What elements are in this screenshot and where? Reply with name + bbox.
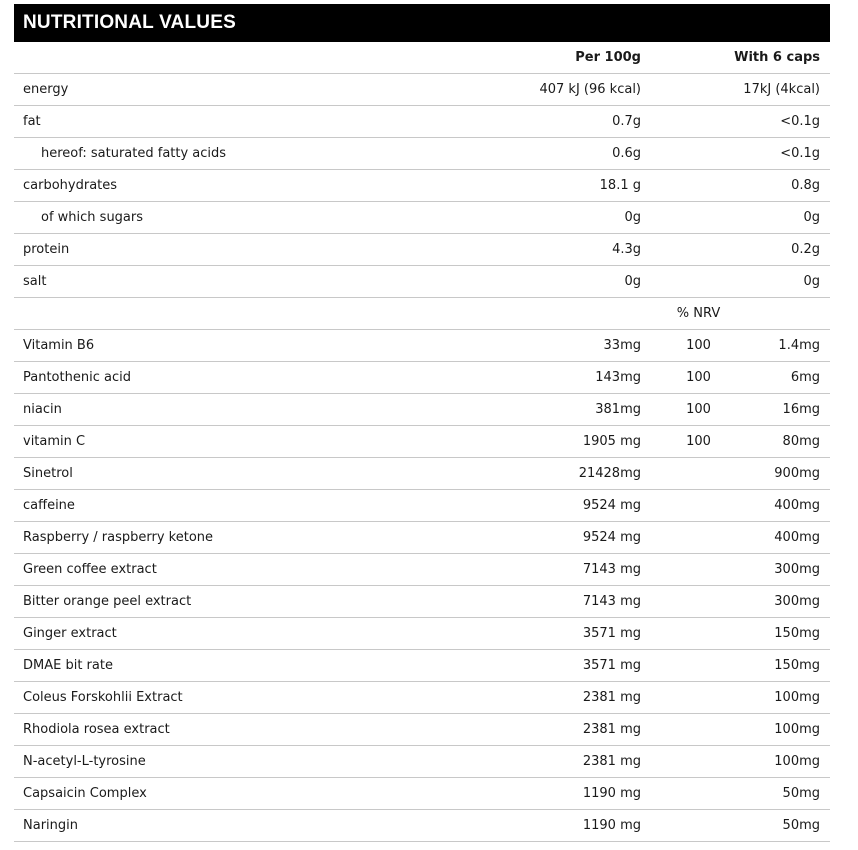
value-per-6-caps: 1.4mg xyxy=(742,330,830,362)
ingredient-name: niacin xyxy=(14,394,477,426)
nrv-percent xyxy=(655,746,742,778)
value-per-6-caps: 0.8g xyxy=(655,170,830,202)
table-row xyxy=(14,714,830,746)
header-caps: With 6 caps xyxy=(655,42,830,74)
nrv-header-spacer xyxy=(14,298,477,330)
value-per-100g: 143mg xyxy=(481,362,651,394)
value-per-100g: 7143 mg xyxy=(481,586,651,618)
value-per-100g: 0g xyxy=(481,202,651,234)
value-per-6-caps: 16mg xyxy=(742,394,830,426)
value-per-6-caps: 0.2g xyxy=(655,234,830,266)
value-per-6-caps: 400mg xyxy=(742,522,830,554)
nrv-header: % NRV xyxy=(655,298,742,330)
value-per-100g: 1190 mg xyxy=(481,778,651,810)
value-per-6-caps: 0g xyxy=(655,266,830,298)
nrv-percent xyxy=(655,554,742,586)
ingredient-name: Vitamin B6 xyxy=(14,330,477,362)
value-per-100g: 18.1 g xyxy=(481,170,651,202)
ingredient-name: Naringin xyxy=(14,810,477,842)
value-per-100g: 33mg xyxy=(481,330,651,362)
ingredient-name: Ginger extract xyxy=(14,618,477,650)
value-per-6-caps: 400mg xyxy=(742,490,830,522)
table-row xyxy=(14,234,830,266)
ingredient-name: Green coffee extract xyxy=(14,554,477,586)
table-row xyxy=(14,330,830,362)
table-row xyxy=(14,746,830,778)
nutrient-name: protein xyxy=(14,234,477,266)
nutrient-name: energy xyxy=(14,74,477,106)
nrv-percent xyxy=(655,714,742,746)
value-per-100g: 0.6g xyxy=(481,138,651,170)
value-per-6-caps: <0.1g xyxy=(655,138,830,170)
ingredient-name: Sinetrol xyxy=(14,458,477,490)
nrv-header-row xyxy=(14,298,830,330)
table-row xyxy=(14,458,830,490)
nutrient-name: fat xyxy=(14,106,477,138)
table-row xyxy=(14,106,830,138)
value-per-6-caps: 150mg xyxy=(742,618,830,650)
table-row xyxy=(14,362,830,394)
nrv-percent xyxy=(655,618,742,650)
ingredient-name: caffeine xyxy=(14,490,477,522)
nrv-percent xyxy=(655,682,742,714)
ingredient-name: N-acetyl-L-tyrosine xyxy=(14,746,477,778)
ingredient-name: Raspberry / raspberry ketone xyxy=(14,522,477,554)
nutrient-name: carbohydrates xyxy=(14,170,477,202)
nrv-percent: 100 xyxy=(655,330,742,362)
ingredient-name: vitamin C xyxy=(14,426,477,458)
nrv-header-spacer xyxy=(481,298,651,330)
value-per-100g: 2381 mg xyxy=(481,714,651,746)
ingredient-name: Coleus Forskohlii Extract xyxy=(14,682,477,714)
value-per-6-caps: 6mg xyxy=(742,362,830,394)
table-row xyxy=(14,810,830,842)
value-per-6-caps: <0.1g xyxy=(655,106,830,138)
value-per-100g: 9524 mg xyxy=(481,522,651,554)
value-per-6-caps: 100mg xyxy=(742,714,830,746)
nrv-percent xyxy=(655,490,742,522)
value-per-100g: 7143 mg xyxy=(481,554,651,586)
value-per-100g: 3571 mg xyxy=(481,650,651,682)
value-per-100g: 0g xyxy=(481,266,651,298)
value-per-6-caps: 150mg xyxy=(742,650,830,682)
value-per-100g: 2381 mg xyxy=(481,682,651,714)
value-per-100g: 1905 mg xyxy=(481,426,651,458)
value-per-100g: 1190 mg xyxy=(481,810,651,842)
table-row xyxy=(14,650,830,682)
value-per-6-caps: 300mg xyxy=(742,586,830,618)
table-row xyxy=(14,682,830,714)
nutrition-table xyxy=(14,42,830,842)
table-row xyxy=(14,138,830,170)
value-per-6-caps: 900mg xyxy=(742,458,830,490)
value-per-6-caps: 17kJ (4kcal) xyxy=(655,74,830,106)
ingredient-name: Pantothenic acid xyxy=(14,362,477,394)
nrv-percent: 100 xyxy=(655,362,742,394)
ingredient-name: Capsaicin Complex xyxy=(14,778,477,810)
table-row xyxy=(14,74,830,106)
value-per-100g: 9524 mg xyxy=(481,490,651,522)
value-per-100g: 21428mg xyxy=(481,458,651,490)
nrv-percent: 100 xyxy=(655,394,742,426)
table-row xyxy=(14,522,830,554)
value-per-6-caps: 100mg xyxy=(742,746,830,778)
nutrient-name: salt xyxy=(14,266,477,298)
nrv-percent xyxy=(655,458,742,490)
nrv-percent xyxy=(655,778,742,810)
value-per-100g: 4.3g xyxy=(481,234,651,266)
table-row xyxy=(14,266,830,298)
nrv-percent xyxy=(655,810,742,842)
table-row xyxy=(14,170,830,202)
value-per-100g: 381mg xyxy=(481,394,651,426)
value-per-6-caps: 300mg xyxy=(742,554,830,586)
ingredient-name: DMAE bit rate xyxy=(14,650,477,682)
nutrient-name: of which sugars xyxy=(14,202,477,234)
nrv-percent: 100 xyxy=(655,426,742,458)
value-per-6-caps: 50mg xyxy=(742,810,830,842)
value-per-100g: 2381 mg xyxy=(481,746,651,778)
nutrient-name: hereof: saturated fatty acids xyxy=(14,138,477,170)
header-per100: Per 100g xyxy=(481,42,651,74)
table-row xyxy=(14,426,830,458)
table-row xyxy=(14,394,830,426)
value-per-6-caps: 0g xyxy=(655,202,830,234)
nrv-percent xyxy=(655,586,742,618)
table-row xyxy=(14,490,830,522)
title-bar xyxy=(14,4,830,42)
value-per-100g: 3571 mg xyxy=(481,618,651,650)
ingredient-name: Rhodiola rosea extract xyxy=(14,714,477,746)
page-title: NUTRITIONAL VALUES xyxy=(23,12,236,33)
value-per-100g: 407 kJ (96 kcal) xyxy=(481,74,651,106)
ingredient-name: Bitter orange peel extract xyxy=(14,586,477,618)
header-name-cell xyxy=(14,42,477,74)
value-per-6-caps: 80mg xyxy=(742,426,830,458)
nrv-header-spacer xyxy=(742,298,830,330)
value-per-6-caps: 50mg xyxy=(742,778,830,810)
table-row xyxy=(14,618,830,650)
table-row xyxy=(14,778,830,810)
header-row xyxy=(14,42,830,74)
nrv-percent xyxy=(655,522,742,554)
table-row xyxy=(14,586,830,618)
nutrition-panel xyxy=(14,4,830,842)
value-per-100g: 0.7g xyxy=(481,106,651,138)
nrv-percent xyxy=(655,650,742,682)
value-per-6-caps: 100mg xyxy=(742,682,830,714)
table-row xyxy=(14,554,830,586)
table-row xyxy=(14,202,830,234)
